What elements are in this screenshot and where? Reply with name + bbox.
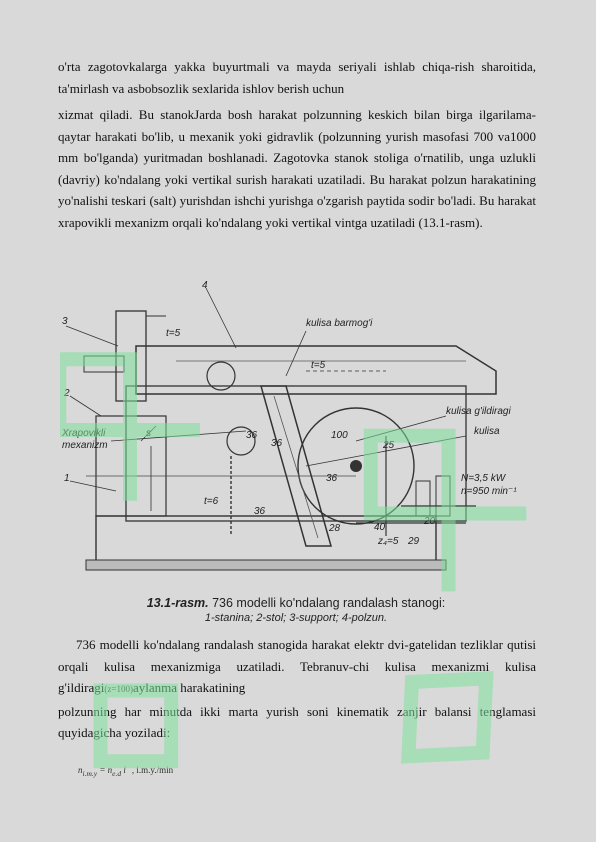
label-xrapovikli: Xrapovikli — [62, 428, 106, 439]
label-speed: n=950 min⁻¹ — [461, 486, 517, 497]
caption-text: 736 modelli ko'ndalang randalash stanogi: — [208, 596, 446, 610]
label-t5-ram: t=5 — [311, 360, 326, 371]
formula-eq: = — [99, 765, 106, 775]
label-t5-support: t=5 — [166, 328, 181, 339]
paragraph-description: xizmat qiladi. Bu stanokJarda bosh harakat polzunning keskich bilan birga ilgarilama-qaytar harakati bo'lib, u mexanik yoki gidravlik (polzunning yurish masofasi 700 va1000 mm bo'lganda) yuritmadan boshlanadi. Zagotovka stanok stoliga o'rnatilib, unga uzlukli (davriy) ko'ndalang yoki vertikal surish harakati uzatiladi. Bu harakat polzun harakatining yo'nalishi teskari (salt) yurishdan ishchi yurishga o'zgarish paytida sodir bo'ladi. Bu harakat xrapovikli mexanizm orqali ko'ndalang yoki vertikal vintga uzatiladi (13.1-rasm). — [58, 107, 536, 230]
label-z40: 40 — [374, 522, 386, 533]
kinematics-inline-z: (z=100) — [104, 684, 133, 695]
label-kulisa-barmogi: kulisa barmog'i — [306, 318, 373, 329]
paragraph-kinematics — [58, 634, 536, 744]
label-2: 2 — [64, 388, 70, 399]
formula-rhs: n — [107, 765, 113, 775]
figure-13-1 — [56, 276, 536, 624]
kinematics-text-c: polzunning har minutda ikki marta yurish soni kinematik zanjir balansi tenglamasi quyidagicha yoziladi: — [58, 703, 536, 741]
label-t6: t=6 — [204, 496, 219, 507]
caption-title: 13.1-rasm. — [146, 596, 209, 610]
label-mexanizm: mexanizm — [62, 440, 108, 451]
kinematics-text-a: 736 modelli ko'ndalang randalash stanogida harakat elektr dvi-gatelidan tezliklar qutisi orqali kulisa mexanizmiga uzatiladi. Tebranuv-chi kulisa mexanizmi kulisa g'ildiragi — [58, 637, 536, 696]
label-z25: 25 — [383, 440, 395, 451]
label-z36-d: 36 — [254, 506, 266, 517]
balance-formula — [78, 765, 173, 778]
label-z36-b: 36 — [271, 438, 283, 449]
label-power: N=3,5 kW — [461, 473, 506, 484]
machine-drawing — [56, 276, 536, 594]
label-z100: 100 — [331, 430, 348, 441]
label-s: s — [146, 428, 151, 439]
figure-caption — [56, 596, 536, 610]
kinematics-text-b: aylanma harakatining — [132, 680, 246, 696]
label-z28: 28 — [329, 523, 341, 534]
label-z20: 20 — [424, 516, 436, 527]
figure-caption-sub: 1-stanina; 2-stol; 3-support; 4-polzun. — [204, 612, 388, 624]
label-z36-c: 36 — [326, 473, 338, 484]
formula-lhs: n — [78, 765, 83, 775]
label-z4: z₄=5 — [378, 536, 399, 547]
label-4: 4 — [202, 280, 208, 291]
label-kulisa: kulisa — [474, 426, 500, 437]
label-z29: 29 — [408, 536, 420, 547]
label-3: 3 — [62, 316, 68, 327]
formula-rhs-sub: e.d — [112, 768, 122, 778]
formula-ratio: i — [123, 765, 126, 775]
formula-lhs-sub: i.m.y — [82, 768, 98, 778]
label-kulisa-gildiragi: kulisa g'ildiragi — [446, 406, 511, 417]
label-1: 1 — [64, 473, 70, 484]
label-z36-a: 36 — [246, 430, 258, 441]
formula-unit: , i.m.y./min — [131, 765, 174, 775]
paragraph-intro: o'rta zagotovkalarga yakka buyurtmali va mayda seriyali ishlab chiqa-rish sharoitida, ta'mirlash va asbobsozlik sexlarida ishlov berish uchun — [58, 59, 536, 96]
